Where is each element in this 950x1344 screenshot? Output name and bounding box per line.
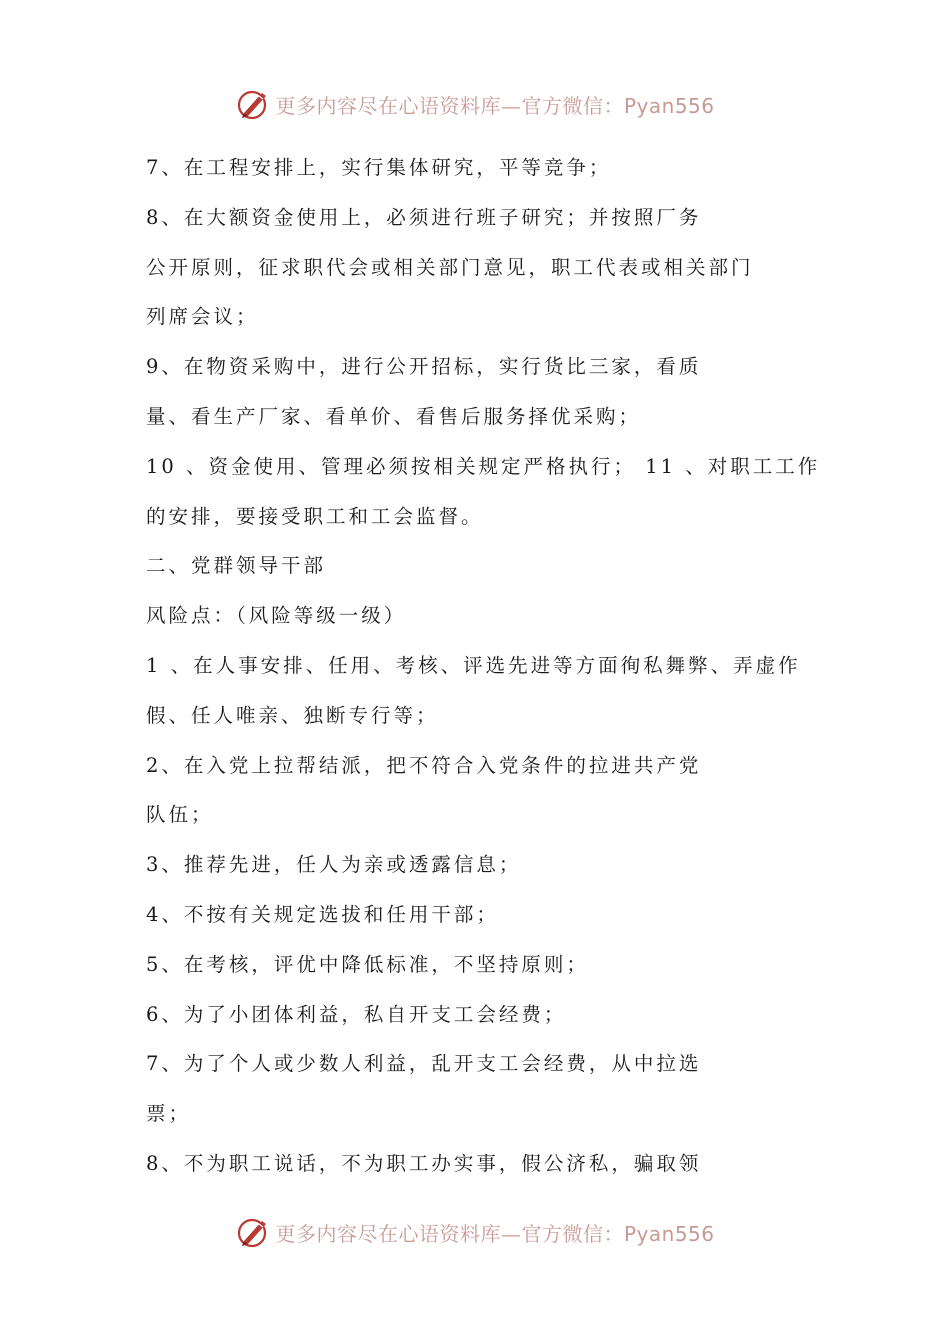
text-line: 6、为了小团体利益，私自开支工会经费； bbox=[146, 1002, 567, 1026]
text-line: 8、不为职工说话，不为职工办实事，假公济私，骗取领 bbox=[146, 1151, 702, 1175]
header-wechat-id: Pyan556 bbox=[623, 93, 715, 118]
text-line: 9、在物资采购中，进行公开招标，实行货比三家，看质 bbox=[146, 355, 702, 379]
text-line: 队伍； bbox=[146, 803, 214, 827]
text-line: 7、为了个人或少数人利益，乱开支工会经费，从中拉选 bbox=[146, 1052, 702, 1076]
pen-logo-icon bbox=[235, 1214, 271, 1250]
text-line: 3、推荐先进，任人为亲或透露信息； bbox=[146, 853, 522, 877]
footer-banner-label: 更多内容尽在心语资料库—官方微信： bbox=[275, 1221, 624, 1246]
text-line: 假、任人唯亲、独断专行等； bbox=[146, 703, 439, 727]
footer-wechat-id: Pyan556 bbox=[623, 1221, 715, 1246]
footer-watermark-banner bbox=[0, 1212, 950, 1252]
text-line: 10 、资金使用、管理必须按相关规定严格执行； 11 、对职工工作 bbox=[146, 454, 821, 478]
text-line: 量、看生产厂家、看单价、看售后服务择优采购； bbox=[146, 404, 642, 428]
text-line: 票； bbox=[146, 1102, 192, 1126]
pen-logo-icon bbox=[235, 86, 271, 122]
section-heading: 二、党群领导干部 bbox=[146, 554, 327, 578]
text-line: 1 、在人事安排、任用、考核、评选先进等方面徇私舞弊、弄虚作 bbox=[146, 653, 801, 677]
text-line: 8、在大额资金使用上，必须进行班子研究；并按照厂务 bbox=[146, 205, 702, 229]
text-line: 5、在考核，评优中降低标准，不坚持原则； bbox=[146, 952, 589, 976]
header-watermark-banner bbox=[0, 84, 950, 124]
header-banner-text bbox=[275, 90, 714, 119]
text-line: 2、在入党上拉帮结派，把不符合入党条件的拉进共产党 bbox=[146, 753, 702, 777]
header-banner-label: 更多内容尽在心语资料库—官方微信： bbox=[275, 93, 624, 118]
footer-banner-text bbox=[275, 1218, 714, 1247]
text-line: 4、不按有关规定选拔和任用干部； bbox=[146, 902, 499, 926]
risk-level-label: 风险点：（风险等级一级） bbox=[146, 604, 407, 628]
document-body bbox=[146, 150, 826, 1196]
text-line: 列席会议； bbox=[146, 305, 259, 329]
text-line: 公开原则，征求职代会或相关部门意见，职工代表或相关部门 bbox=[146, 255, 754, 279]
text-line: 的安排，要接受职工和工会监督。 bbox=[146, 504, 484, 528]
text-line: 7、在工程安排上，实行集体研究，平等竞争； bbox=[146, 156, 612, 179]
